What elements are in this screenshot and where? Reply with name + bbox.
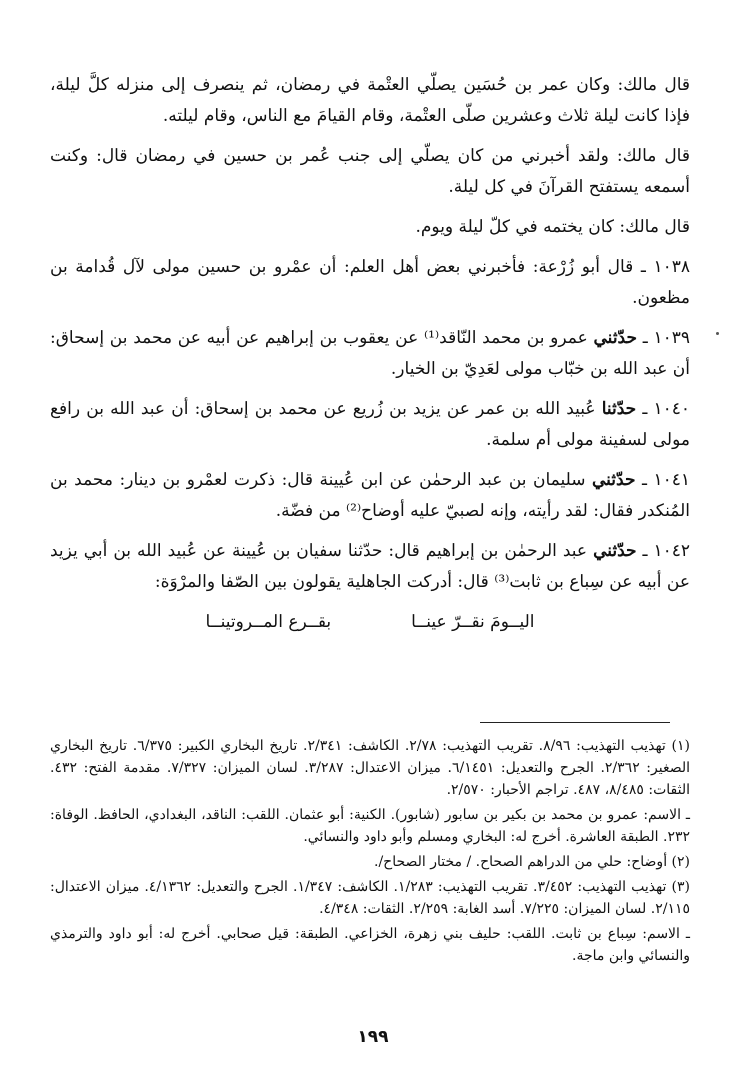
paragraph-hadd: حدّثني: [593, 328, 637, 348]
paragraph-1038: [50, 252, 690, 314]
footnote-3-name: ـ الاسم: سِباع بن ثابت. اللقب: حليف بني زهرة، الخزاعي. الطبقة: قيل صحابي. أخرج له: أبو داود والترمذي والنسائي وابن ماجة.: [50, 926, 690, 964]
paragraph-1042: [50, 536, 690, 598]
paragraph-malik-1: [50, 70, 690, 132]
paragraph-hadd: حدّثني: [592, 470, 636, 490]
paragraph-number: ١٠٤٠ ـ: [642, 399, 691, 419]
page-number: ١٩٩: [357, 1027, 389, 1047]
paragraph-malik-3: [50, 212, 690, 243]
paragraph-1039: [50, 323, 690, 385]
footnote-3: (٣) تهذيب التهذيب: ٣/٤٥٢. تقريب التهذيب: ١/٢٨٣. الكاشف: ١/٣٤٧. الجرح والتعديل: ٤/١٣٦٢. ميزان الاعتدال: ٢/١١٥. لسان الميزان: ٧/٢٢٥. أسد الغابة: ٢/٢٥٩. الثقات: ٤/٣٤٨.: [50, 879, 690, 917]
paragraph-hadd: حدّثنا: [601, 399, 637, 419]
paragraph-text: قال مالك: كان يختمه في كلّ ليلة ويوم.: [415, 217, 690, 237]
footnote-separator: [480, 722, 670, 723]
paragraph-malik-2: [50, 141, 690, 203]
paragraph-number: ١٠٤٢ ـ: [642, 541, 691, 561]
footnotes: [50, 735, 690, 970]
paragraph-1041: [50, 465, 690, 527]
paragraph-text: ١٠٣٨ ـ قال أبو زُرْعة: فأخبرني بعض أهل العلم: أن عمْرو بن حسين مولى لآل قُدامة بن مظعون.: [50, 257, 690, 308]
paragraph-text: سليمان بن عبد الرحمٰن عن ابن عُيينة قال: ذكرت لعمْرو بن دينار: محمد بن المُنكدر فقال: لقد رأيته، وإنه لصبيّ عليه أوضاح⁽²⁾ من فضّة.: [50, 470, 690, 521]
paragraph-text: عمرو بن محمد النّاقد⁽¹⁾ عن يعقوب بن إبراهيم عن أبيه عن محمد بن إسحاق: أن عبد الله بن خبّاب مولى لعَدِيّ بن الخيار.: [50, 328, 690, 379]
paragraph-number: ١٠٤١ ـ: [641, 470, 690, 490]
paragraph-text: قال مالك: ولقد أخبرني من كان يصلّي إلى جنب عُمر بن حسين في رمضان قال: وكنت أسمعه يستفتح القرآنَ في كل ليلة.: [50, 146, 690, 197]
scan-speck: [716, 332, 719, 335]
paragraph-text: عُبيد الله بن عمر عن يزيد بن زُريع عن محمد بن إسحاق: أن عبد الله بن رافع مولى لسفينة مولى أم سلمة.: [50, 399, 690, 450]
poem-verse: [50, 612, 690, 632]
paragraph-1040: [50, 394, 690, 456]
paragraph-text: قال مالك: وكان عمر بن حُسَين يصلّي العتْمة في رمضان، ثم ينصرف إلى منزله كلَّ ليلة، فإذا كانت ليلة ثلاث وعشرين صلّى العتْمة، وقام القيامَ مع الناس، وقام ليلته.: [50, 75, 690, 126]
footnote-2: (٢) أوضاح: حلي من الدراهم الصحاح. / مختار الصحاح/.: [374, 854, 690, 870]
footnote-1: (١) تهذيب التهذيب: ٨/٩٦. تقريب التهذيب: ٢/٧٨. الكاشف: ٢/٣٤١. تاريخ البخاري الكبير: ٦/٣٧٥. تاريخ البخاري الصغير: ٢/٣٦٢. الجرح والتعديل: ٦/١٤٥١. ميزان الاعتدال: ٣/٢٨٧. لسان الميزان: ٧/٣٢٧. مقدمة الفتح: ٤٣٢. الثقات: ٨/٤٨٥، ٤٨٧. تراجم الأحبار: ٢/٥٧٠.: [50, 738, 691, 798]
paragraph-number: ١٠٣٩ ـ: [642, 328, 691, 348]
verse-second-hemistich: بقــرع المــروتينــا: [205, 612, 332, 632]
paragraph-text: عبد الرحمٰن بن إبراهيم قال: حدّثنا سفيان بن عُيينة عن عُبيد الله بن أبي يزيد عن أبيه عن سِباع بن ثابت⁽³⁾ قال: أدركت الجاهلية يقولون بين الصّفا والمرْوَة:: [50, 541, 690, 592]
paragraph-hadd: حدّثني: [593, 541, 637, 561]
verse-first-hemistich: اليــومَ نقــرّ عينــا: [411, 612, 535, 632]
footnote-1-name: ـ الاسم: عمرو بن محمد بن بكير بن سابور (شابور). الكنية: أبو عثمان. اللقب: الناقد، البغدادي، الحافظ. الوفاة: ٢٣٢. الطبقة العاشرة. أخرج له: البخاري ومسلم وأبو داود والنسائي.: [50, 807, 690, 845]
main-text: [50, 70, 690, 632]
